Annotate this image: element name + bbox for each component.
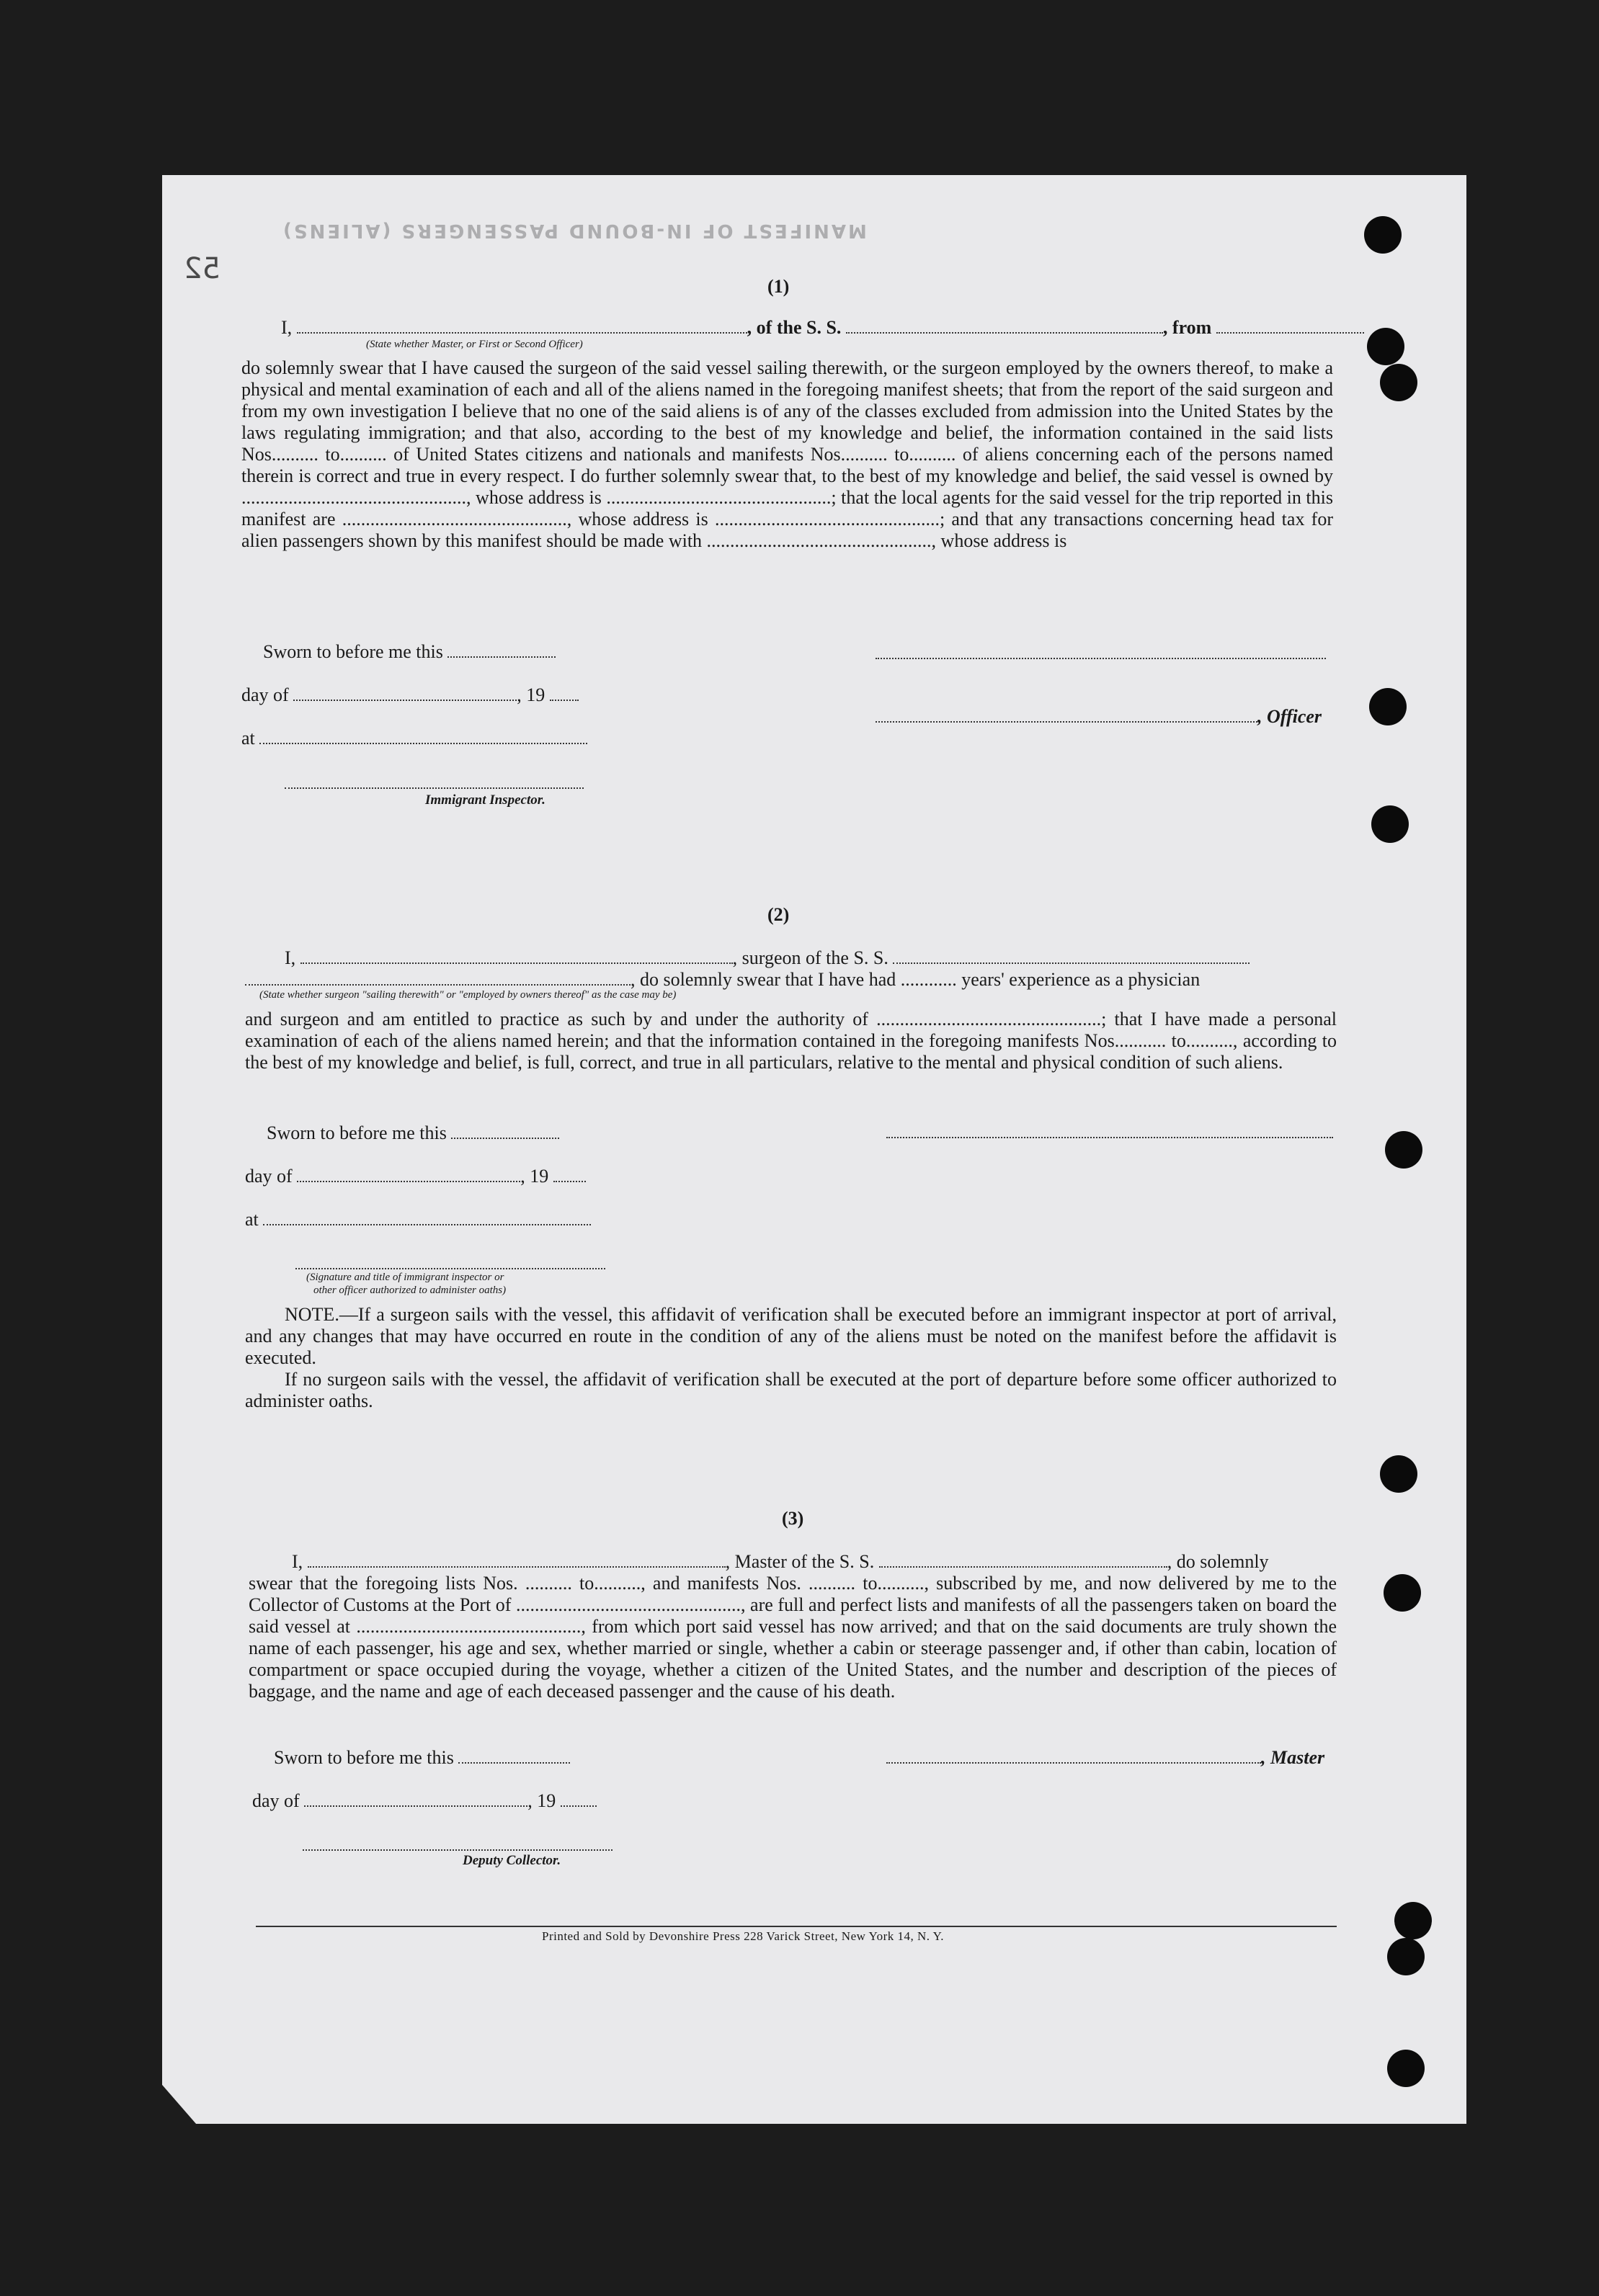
year-label: , 19 (520, 1166, 549, 1187)
label-master: , Master of the S. S. (725, 1551, 875, 1572)
footer-rule (256, 1926, 1337, 1927)
vessel-field[interactable] (846, 319, 1163, 334)
year-field[interactable] (561, 1792, 597, 1807)
sig-caption-2: other officer authorized to administer oaths) (313, 1285, 507, 1296)
sworn-date-field[interactable] (458, 1749, 570, 1764)
note-paragraph-2: If no surgeon sails with the vessel, the affidavit of verification shall be executed at the port of departure before some officer authorized to administer oaths. (245, 1369, 1337, 1411)
section-3-body: swear that the foregoing lists Nos. .......... to.........., and manifests Nos. .......... to.........., subscribed by me, and now delivered by me to the Collector of Customs at the Port of ................................................, are full and perfect lists and manifests of all the passengers taken on board the said vessel at ................................................, from which port said vessel has now arrived; and that on the said documents are truly shown the name of each passenger, his age and sex, whether married or single, whether a cabin or steerage passenger and, if other than cabin, location of compartment or space occupied during the voyage, whether a citizen of the United States, and the number and description of the pieces of baggage, and the name and age of each deceased passenger and the cause of his death. (249, 1573, 1337, 1702)
binder-hole (1367, 328, 1404, 365)
label-i: I, (292, 1551, 303, 1572)
binder-hole (1387, 2050, 1425, 2087)
sworn-date-field[interactable] (451, 1125, 559, 1139)
inspector-signature-line[interactable] (285, 787, 584, 789)
collector-signature-line[interactable] (303, 1849, 613, 1851)
day-field[interactable] (297, 1168, 520, 1182)
section-1-officer (876, 706, 1322, 728)
year-label: , 19 (517, 684, 545, 705)
section-2-day (245, 1166, 586, 1187)
day-of-label: day of (245, 1166, 293, 1187)
at-label: at (245, 1209, 259, 1230)
experience-text: , do solemnly swear that I have had ............ years' experience as a physician (631, 969, 1201, 990)
note-label: NOTE. (285, 1304, 339, 1325)
year-field[interactable] (553, 1168, 586, 1182)
binder-hole (1371, 805, 1409, 843)
origin-field[interactable] (1216, 319, 1364, 334)
binder-hole (1364, 216, 1402, 254)
master-name-field[interactable] (308, 1553, 726, 1568)
section-3-master (886, 1747, 1324, 1769)
inspector-caption: Immigrant Inspector. (425, 792, 545, 808)
binder-hole (1394, 1902, 1432, 1939)
sworn-label: Sworn to before me this (263, 641, 443, 662)
officer-label: , Officer (1257, 706, 1322, 727)
sworn-label: Sworn to before me this (274, 1747, 454, 1768)
section-2-body: and surgeon and am entitled to practice as such by and under the authority of ................................................; that I have made a personal examination of each of the aliens named herein; and that the information contained in the foregoing manifests Nos........... to.........., according to the best of my knowledge and belief, is full, correct, and true in all particulars, relative to the mental and physical condition of such aliens. (245, 1009, 1337, 1073)
vessel-field[interactable] (879, 1553, 1167, 1568)
label-from: , from (1162, 317, 1212, 338)
label-i: I, (281, 317, 293, 338)
year-label: , 19 (527, 1790, 556, 1811)
day-field[interactable] (304, 1792, 527, 1807)
section-1-number: (1) (767, 276, 790, 297)
section-2-sworn (267, 1122, 559, 1144)
binder-hole (1387, 1938, 1425, 1975)
officer-signature-line[interactable] (876, 658, 1326, 659)
printer-imprint: Printed and Sold by Devonshire Press 228 Varick Street, New York 14, N. Y. (542, 1929, 944, 1943)
section-2-line-1 (285, 947, 1250, 969)
binder-hole (1380, 364, 1417, 401)
section-1-body: do solemnly swear that I have caused the surgeon of the said vessel sailing therewith, or the surgeon employed by the owners thereof, to make a physical and mental examination of each and all of the aliens named in the foregoing manifest sheets; that from the report of the said surgeon and from my own investigation I believe that no one of the said aliens is of any of the classes excluded from admission into the United States by the laws regulating immigration; and that also, according to the best of my knowledge and belief, the information contained in the said lists Nos.......... to.......... of United States citizens and nationals and manifests Nos.......... to.......... of aliens concerning each of the persons named therein is correct and true in every respect. I do further solemnly swear that, to the best of my knowledge and belief, the said vessel is owned by ................................................, whose address is ................................................; that the local agents for the said vessel for the trip reported in this manifest are ................................................, whose address is ................................................; and that any transactions concerning head tax for alien passengers shown by this manifest should be made with ................................................, whose address is (241, 357, 1333, 551)
binder-hole (1385, 1131, 1422, 1169)
vessel-field[interactable] (893, 950, 1250, 964)
officer-signature-line[interactable] (295, 1268, 605, 1269)
binder-hole (1380, 1455, 1417, 1493)
section-1-at (241, 728, 587, 749)
master-label: , Master (1261, 1747, 1325, 1768)
binder-hole (1369, 688, 1407, 725)
at-label: at (241, 728, 255, 749)
day-of-label: day of (241, 684, 289, 705)
name-field[interactable] (297, 319, 747, 334)
officer-field[interactable] (876, 708, 1257, 723)
year-field[interactable] (550, 687, 579, 701)
surgeon-type-field[interactable] (245, 971, 631, 986)
section-1-sworn (263, 641, 556, 663)
section-3-day (252, 1790, 597, 1812)
section-1-day (241, 684, 579, 706)
label-of-ss: , of the S. S. (747, 317, 842, 338)
section-3-line-1 (292, 1551, 1269, 1573)
sworn-date-field[interactable] (447, 643, 556, 658)
section-2-caption: (State whether surgeon "sailing therewith" or "employed by owners thereof" as the case may be) (259, 989, 677, 1001)
surgeon-signature-line[interactable] (886, 1137, 1333, 1138)
section-2-line-2 (245, 969, 1200, 991)
note-text-1: —If a surgeon sails with the vessel, this affidavit of verification shall be executed before an immigrant inspector at port of arrival, and any changes that may have occurred en route in the condition of any of the aliens must be noted on the manifest before the affidavit is executed. (245, 1304, 1337, 1368)
label-solemnly: , do solemnly (1167, 1551, 1269, 1572)
section-3-number: (3) (782, 1508, 804, 1529)
place-field[interactable] (263, 1211, 591, 1225)
section-2-number: (2) (767, 904, 790, 925)
page-number: 52 (184, 252, 221, 285)
label-i: I, (285, 947, 296, 968)
sig-caption-1: (Signature and title of immigrant inspector or (306, 1272, 504, 1283)
surgeon-name-field[interactable] (300, 950, 733, 964)
section-1-line-1 (281, 317, 1364, 339)
mirrored-bleed-header: MANIFEST OF IN-BOUND PASSENGERS (ALIENS) (281, 220, 867, 241)
day-of-label: day of (252, 1790, 300, 1811)
section-1-caption: (State whether Master, or First or Second Officer) (366, 339, 583, 350)
section-3-sworn (274, 1747, 570, 1769)
collector-caption: Deputy Collector. (463, 1853, 561, 1868)
binder-hole (1384, 1574, 1421, 1612)
note-paragraph-1 (245, 1304, 1337, 1369)
sworn-label: Sworn to before me this (267, 1122, 447, 1143)
label-surgeon: , surgeon of the S. S. (732, 947, 888, 968)
section-2-at (245, 1209, 591, 1230)
day-field[interactable] (293, 687, 517, 701)
place-field[interactable] (259, 730, 587, 744)
master-signature-field[interactable] (886, 1749, 1261, 1764)
